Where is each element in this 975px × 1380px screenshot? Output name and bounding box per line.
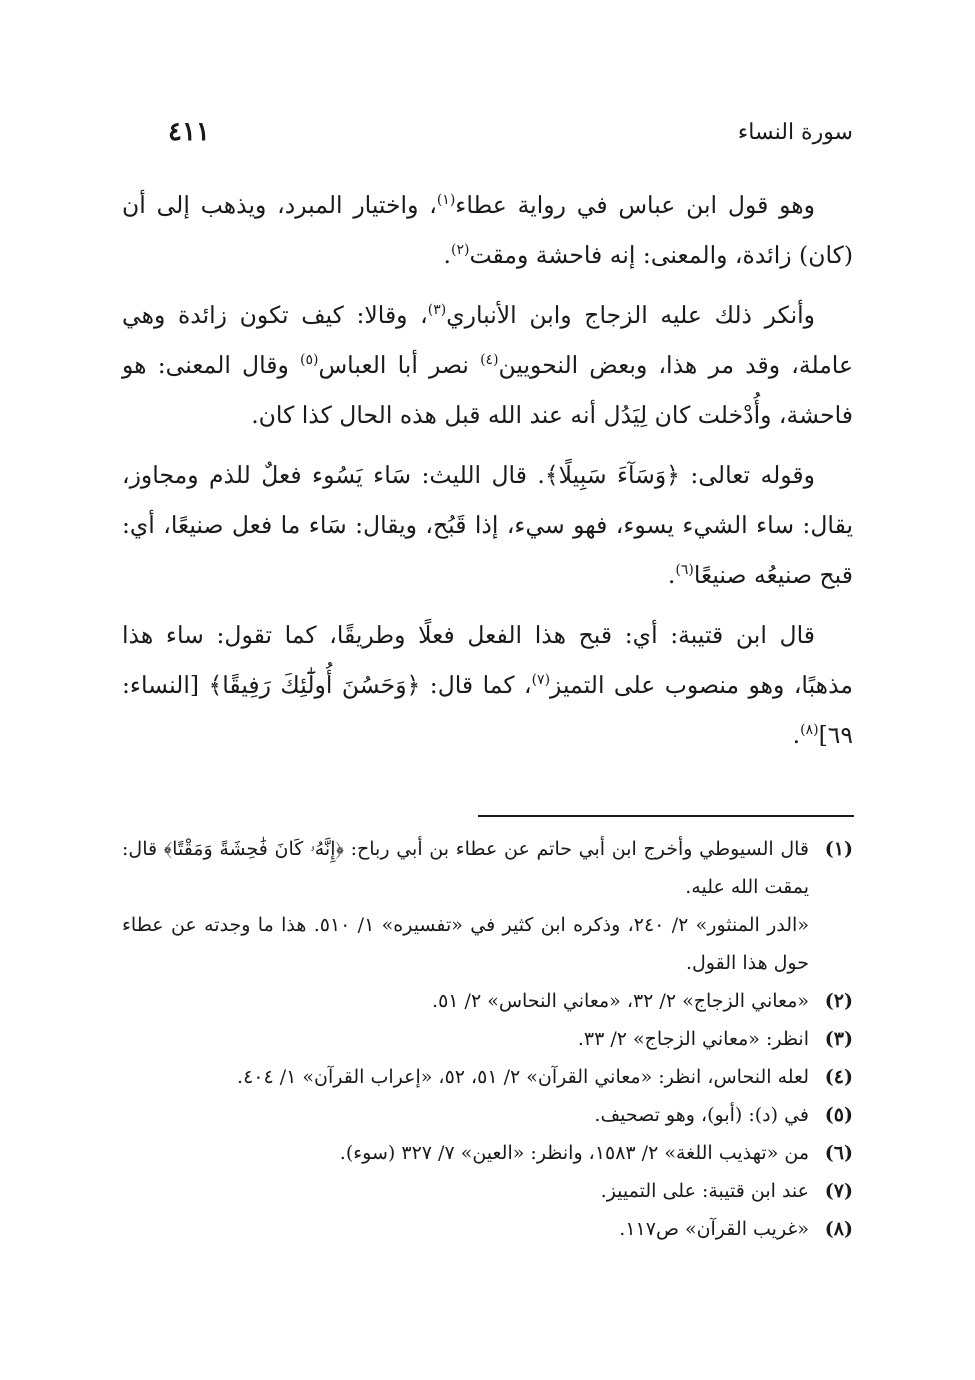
footnote-ref: (٨) [800,722,819,739]
text-run: ، واختيار المبرد، ويذهب إلى أن (كان) زائدة، والمعنى: إنه فاحشة ومقت [122,191,853,269]
text-run: وهو قول ابن عباس في رواية عطاء [455,191,816,219]
footnote-7 [122,1172,853,1210]
footnote-number: (٦) [824,1142,853,1164]
footnote-1-continuation: «الدر المنثور» ٢/ ٢٤٠، وذكره ابن كثير في «تفسيره» ١/ ٥١٠. هذا ما وجدته عن عطاء حول هذا القول. [122,914,809,974]
footnote-3 [122,1020,853,1058]
footnote-text: من «تهذيب اللغة» ٢/ ١٥٨٣، وانظر: «العين» ٧/ ٣٢٧ (سوء). [339,1142,809,1164]
footnote-ref: (٢) [450,242,470,259]
footnote-text: لعله النحاس، انظر: «معاني القرآن» ٢/ ٥١، ٥٢، «إعراب القرآن» ١/ ٤٠٤. [237,1066,809,1088]
footnote-number: (٨) [824,1218,853,1240]
main-text [122,180,853,770]
footnote-ref: (٣) [427,302,447,319]
paragraph-3 [122,450,853,600]
text-run: وقال المعنى: هو فاحشة، وأُدْخلت كان لِيَدُل أنه عند الله قبل هذه الحال كذا كان. [122,351,853,429]
footnote-number: (٢) [824,990,853,1012]
quran-verse: ﴿وَحَسُنَ أُولَٰٓئِكَ رَفِيقًا﴾ [208,671,421,699]
paragraph-1 [122,180,853,280]
text-run: ، كما قال: [420,671,532,699]
footnote-text: في (د): (أبو)، وهو تصحيف. [594,1104,809,1126]
page-header [168,112,853,152]
quran-verse: ﴿وَسَآءَ سَبِيلًا﴾ [544,461,680,489]
text-run: . [792,721,801,749]
footnote-5 [122,1096,853,1134]
footnote-text: «معاني الزجاج» ٢/ ٣٢، «معاني النحاس» ٢/ ٥١. [432,990,809,1012]
footnote-2 [122,982,853,1020]
footnote-text: عند ابن قتيبة: على التمييز. [600,1180,809,1202]
footnote-separator [478,815,854,817]
footnote-number: (١) [824,838,853,860]
footnote-1 [122,830,853,906]
text-run: قال ابن قتيبة: أي: قبح هذا الفعل فعلًا وطريقًا، كما تقول: ساء هذا مذهبًا، وهو منصوب على التميز [122,621,853,699]
footnote-8 [122,1210,853,1248]
text-run: . [443,241,451,269]
footnote-text: قال السيوطي وأخرج ابن أبي حاتم عن عطاء بن أبي رباح: ﴿إِنَّهُۥ كَانَ فَٰحِشَةً وَمَقْتًا﴾ قال: يمقت الله عليه. [122,838,809,898]
paragraph-4 [122,610,853,760]
footnote-ref: (٥) [300,352,319,369]
footnote-4 [122,1058,853,1096]
footnotes [122,830,853,1248]
footnote-ref: (١) [436,192,456,209]
footnote-ref: (٦) [675,562,694,579]
text-run: [النساء: ٦٩] [122,671,853,749]
footnote-text: «غريب القرآن» ص١١٧. [619,1218,809,1240]
footnote-ref: (٧) [531,672,551,689]
footnote-text: انظر: «معاني الزجاج» ٢/ ٣٣. [577,1028,809,1050]
running-title: سورة النساء [737,119,853,145]
page-number: ٤١١ [168,117,210,147]
footnote-number: (٧) [824,1180,853,1202]
footnote-ref: (٤) [480,352,499,369]
text-run: وأنكر ذلك عليه الزجاج وابن الأنباري [446,301,815,329]
footnote-number: (٥) [824,1104,853,1126]
text-run: نصر أبا العباس [318,351,481,379]
paragraph-2 [122,290,853,440]
footnote-number: (٤) [824,1066,853,1088]
footnote-6 [122,1134,853,1172]
text-run: ، وقالا: كيف تكون زائدة وهي عاملة، وقد مر هذا، وبعض النحويين [122,301,853,379]
text-run: وقوله تعالى: [679,461,816,489]
text-run: . [667,561,676,589]
text-run: . قال الليث: سَاء يَسُوء فعلٌ للذم ومجاوز، يقال: ساء الشيء يسوء، فهو سيء، إذا قَبُح، ويقال: سَاء ما فعل صنيعًا، أي: قبح صنيعُه صنيعًا [122,461,853,589]
footnote-number: (٣) [824,1028,853,1050]
